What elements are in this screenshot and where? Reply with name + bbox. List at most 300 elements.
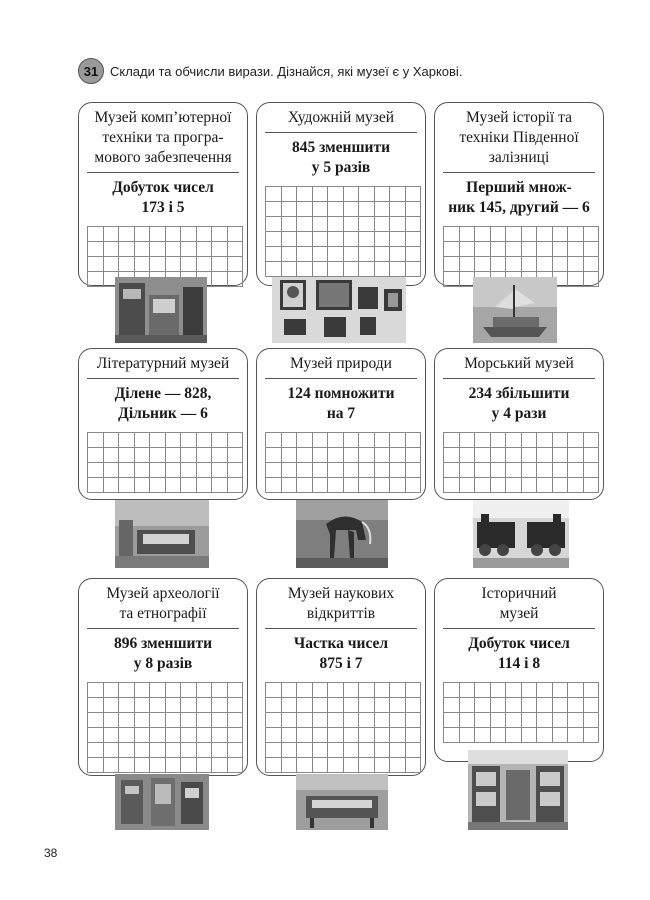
grid-cell[interactable] — [181, 698, 197, 713]
grid-cell[interactable] — [491, 683, 507, 698]
grid-cell[interactable] — [444, 227, 460, 242]
grid-cell[interactable] — [197, 698, 213, 713]
grid-cell[interactable] — [568, 713, 584, 728]
grid-cell[interactable] — [390, 713, 406, 728]
grid-cell[interactable] — [553, 433, 569, 448]
grid-cell[interactable] — [522, 448, 538, 463]
grid-cell[interactable] — [212, 433, 228, 448]
grid-cell[interactable] — [135, 463, 151, 478]
grid-cell[interactable] — [444, 448, 460, 463]
grid-cell[interactable] — [568, 448, 584, 463]
grid-cell[interactable] — [228, 713, 244, 728]
grid-cell[interactable] — [475, 227, 491, 242]
grid-cell[interactable] — [181, 683, 197, 698]
grid-cell[interactable] — [150, 463, 166, 478]
grid-cell[interactable] — [375, 247, 391, 262]
grid-cell[interactable] — [406, 217, 422, 232]
grid-cell[interactable] — [297, 433, 313, 448]
grid-cell[interactable] — [406, 202, 422, 217]
grid-cell[interactable] — [328, 217, 344, 232]
grid-cell[interactable] — [537, 463, 553, 478]
grid-cell[interactable] — [282, 743, 298, 758]
grid-cell[interactable] — [228, 698, 244, 713]
grid-cell[interactable] — [406, 262, 422, 277]
grid-cell[interactable] — [282, 448, 298, 463]
grid-cell[interactable] — [282, 698, 298, 713]
grid-cell[interactable] — [375, 448, 391, 463]
grid-cell[interactable] — [553, 242, 569, 257]
grid-cell[interactable] — [328, 463, 344, 478]
grid-cell[interactable] — [297, 728, 313, 743]
grid-cell[interactable] — [475, 433, 491, 448]
grid-cell[interactable] — [584, 272, 600, 287]
grid-cell[interactable] — [460, 728, 476, 743]
grid-cell[interactable] — [344, 713, 360, 728]
grid-cell[interactable] — [266, 202, 282, 217]
grid-cell[interactable] — [266, 187, 282, 202]
grid-cell[interactable] — [328, 202, 344, 217]
grid-cell[interactable] — [166, 743, 182, 758]
grid-cell[interactable] — [104, 242, 120, 257]
grid-cell[interactable] — [228, 272, 244, 287]
grid-cell[interactable] — [297, 247, 313, 262]
answer-grid[interactable] — [443, 432, 599, 493]
grid-cell[interactable] — [166, 448, 182, 463]
grid-cell[interactable] — [212, 227, 228, 242]
grid-cell[interactable] — [359, 698, 375, 713]
grid-cell[interactable] — [104, 758, 120, 773]
grid-cell[interactable] — [313, 262, 329, 277]
grid-cell[interactable] — [553, 478, 569, 493]
grid-cell[interactable] — [553, 257, 569, 272]
grid-cell[interactable] — [491, 242, 507, 257]
grid-cell[interactable] — [313, 743, 329, 758]
grid-cell[interactable] — [491, 448, 507, 463]
grid-cell[interactable] — [506, 463, 522, 478]
answer-grid[interactable] — [87, 682, 243, 773]
grid-cell[interactable] — [506, 448, 522, 463]
grid-cell[interactable] — [181, 242, 197, 257]
grid-cell[interactable] — [228, 242, 244, 257]
grid-cell[interactable] — [266, 217, 282, 232]
grid-cell[interactable] — [375, 433, 391, 448]
grid-cell[interactable] — [444, 713, 460, 728]
grid-cell[interactable] — [119, 227, 135, 242]
grid-cell[interactable] — [584, 257, 600, 272]
grid-cell[interactable] — [328, 478, 344, 493]
grid-cell[interactable] — [506, 257, 522, 272]
grid-cell[interactable] — [212, 242, 228, 257]
grid-cell[interactable] — [328, 247, 344, 262]
grid-cell[interactable] — [444, 242, 460, 257]
grid-cell[interactable] — [344, 758, 360, 773]
grid-cell[interactable] — [375, 232, 391, 247]
grid-cell[interactable] — [197, 683, 213, 698]
grid-cell[interactable] — [297, 743, 313, 758]
grid-cell[interactable] — [537, 683, 553, 698]
grid-cell[interactable] — [537, 257, 553, 272]
grid-cell[interactable] — [375, 698, 391, 713]
grid-cell[interactable] — [375, 713, 391, 728]
grid-cell[interactable] — [359, 683, 375, 698]
grid-cell[interactable] — [166, 227, 182, 242]
grid-cell[interactable] — [313, 698, 329, 713]
grid-cell[interactable] — [181, 463, 197, 478]
grid-cell[interactable] — [359, 262, 375, 277]
grid-cell[interactable] — [282, 728, 298, 743]
grid-cell[interactable] — [328, 728, 344, 743]
grid-cell[interactable] — [135, 227, 151, 242]
grid-cell[interactable] — [475, 728, 491, 743]
grid-cell[interactable] — [522, 242, 538, 257]
grid-cell[interactable] — [150, 478, 166, 493]
grid-cell[interactable] — [104, 478, 120, 493]
grid-cell[interactable] — [166, 433, 182, 448]
grid-cell[interactable] — [568, 463, 584, 478]
grid-cell[interactable] — [282, 187, 298, 202]
grid-cell[interactable] — [522, 713, 538, 728]
grid-cell[interactable] — [375, 728, 391, 743]
grid-cell[interactable] — [506, 683, 522, 698]
grid-cell[interactable] — [406, 433, 422, 448]
grid-cell[interactable] — [135, 448, 151, 463]
grid-cell[interactable] — [297, 478, 313, 493]
grid-cell[interactable] — [266, 463, 282, 478]
grid-cell[interactable] — [506, 242, 522, 257]
grid-cell[interactable] — [104, 257, 120, 272]
grid-cell[interactable] — [104, 713, 120, 728]
grid-cell[interactable] — [537, 698, 553, 713]
grid-cell[interactable] — [313, 187, 329, 202]
grid-cell[interactable] — [344, 683, 360, 698]
grid-cell[interactable] — [390, 743, 406, 758]
grid-cell[interactable] — [88, 743, 104, 758]
grid-cell[interactable] — [584, 683, 600, 698]
grid-cell[interactable] — [212, 478, 228, 493]
grid-cell[interactable] — [444, 463, 460, 478]
grid-cell[interactable] — [119, 728, 135, 743]
grid-cell[interactable] — [212, 448, 228, 463]
grid-cell[interactable] — [266, 232, 282, 247]
grid-cell[interactable] — [522, 257, 538, 272]
grid-cell[interactable] — [135, 683, 151, 698]
grid-cell[interactable] — [460, 227, 476, 242]
grid-cell[interactable] — [282, 202, 298, 217]
grid-cell[interactable] — [266, 433, 282, 448]
grid-cell[interactable] — [506, 227, 522, 242]
grid-cell[interactable] — [212, 698, 228, 713]
grid-cell[interactable] — [537, 448, 553, 463]
grid-cell[interactable] — [266, 698, 282, 713]
grid-cell[interactable] — [297, 448, 313, 463]
grid-cell[interactable] — [212, 257, 228, 272]
grid-cell[interactable] — [506, 713, 522, 728]
grid-cell[interactable] — [475, 257, 491, 272]
grid-cell[interactable] — [282, 683, 298, 698]
grid-cell[interactable] — [166, 698, 182, 713]
grid-cell[interactable] — [506, 698, 522, 713]
grid-cell[interactable] — [181, 758, 197, 773]
grid-cell[interactable] — [375, 187, 391, 202]
grid-cell[interactable] — [375, 758, 391, 773]
grid-cell[interactable] — [344, 232, 360, 247]
grid-cell[interactable] — [344, 202, 360, 217]
grid-cell[interactable] — [313, 232, 329, 247]
grid-cell[interactable] — [313, 202, 329, 217]
grid-cell[interactable] — [119, 683, 135, 698]
grid-cell[interactable] — [344, 698, 360, 713]
grid-cell[interactable] — [212, 683, 228, 698]
grid-cell[interactable] — [150, 257, 166, 272]
grid-cell[interactable] — [119, 242, 135, 257]
grid-cell[interactable] — [537, 728, 553, 743]
grid-cell[interactable] — [406, 478, 422, 493]
grid-cell[interactable] — [297, 217, 313, 232]
grid-cell[interactable] — [119, 463, 135, 478]
grid-cell[interactable] — [359, 743, 375, 758]
grid-cell[interactable] — [537, 433, 553, 448]
grid-cell[interactable] — [212, 463, 228, 478]
grid-cell[interactable] — [135, 242, 151, 257]
grid-cell[interactable] — [406, 758, 422, 773]
grid-cell[interactable] — [297, 698, 313, 713]
answer-grid[interactable] — [265, 186, 421, 277]
grid-cell[interactable] — [212, 713, 228, 728]
grid-cell[interactable] — [460, 683, 476, 698]
grid-cell[interactable] — [181, 433, 197, 448]
grid-cell[interactable] — [460, 478, 476, 493]
grid-cell[interactable] — [328, 683, 344, 698]
grid-cell[interactable] — [88, 478, 104, 493]
grid-cell[interactable] — [491, 227, 507, 242]
grid-cell[interactable] — [568, 242, 584, 257]
grid-cell[interactable] — [344, 247, 360, 262]
grid-cell[interactable] — [104, 743, 120, 758]
grid-cell[interactable] — [88, 242, 104, 257]
grid-cell[interactable] — [166, 713, 182, 728]
grid-cell[interactable] — [104, 463, 120, 478]
grid-cell[interactable] — [506, 433, 522, 448]
grid-cell[interactable] — [444, 478, 460, 493]
grid-cell[interactable] — [197, 257, 213, 272]
grid-cell[interactable] — [88, 433, 104, 448]
grid-cell[interactable] — [344, 463, 360, 478]
grid-cell[interactable] — [568, 227, 584, 242]
grid-cell[interactable] — [584, 713, 600, 728]
grid-cell[interactable] — [88, 698, 104, 713]
grid-cell[interactable] — [166, 463, 182, 478]
grid-cell[interactable] — [166, 242, 182, 257]
grid-cell[interactable] — [537, 478, 553, 493]
grid-cell[interactable] — [444, 272, 460, 287]
grid-cell[interactable] — [150, 683, 166, 698]
grid-cell[interactable] — [522, 698, 538, 713]
grid-cell[interactable] — [344, 262, 360, 277]
grid-cell[interactable] — [119, 448, 135, 463]
grid-cell[interactable] — [553, 683, 569, 698]
grid-cell[interactable] — [390, 478, 406, 493]
grid-cell[interactable] — [475, 448, 491, 463]
grid-cell[interactable] — [460, 698, 476, 713]
grid-cell[interactable] — [390, 202, 406, 217]
grid-cell[interactable] — [584, 242, 600, 257]
grid-cell[interactable] — [228, 478, 244, 493]
grid-cell[interactable] — [228, 433, 244, 448]
grid-cell[interactable] — [568, 683, 584, 698]
grid-cell[interactable] — [197, 728, 213, 743]
grid-cell[interactable] — [228, 743, 244, 758]
grid-cell[interactable] — [266, 758, 282, 773]
grid-cell[interactable] — [119, 433, 135, 448]
grid-cell[interactable] — [390, 247, 406, 262]
answer-grid[interactable] — [265, 682, 421, 773]
grid-cell[interactable] — [390, 448, 406, 463]
grid-cell[interactable] — [537, 242, 553, 257]
grid-cell[interactable] — [166, 683, 182, 698]
grid-cell[interactable] — [88, 272, 104, 287]
grid-cell[interactable] — [460, 448, 476, 463]
grid-cell[interactable] — [328, 448, 344, 463]
grid-cell[interactable] — [522, 683, 538, 698]
grid-cell[interactable] — [584, 728, 600, 743]
grid-cell[interactable] — [166, 728, 182, 743]
grid-cell[interactable] — [150, 433, 166, 448]
grid-cell[interactable] — [181, 743, 197, 758]
grid-cell[interactable] — [522, 433, 538, 448]
grid-cell[interactable] — [212, 743, 228, 758]
grid-cell[interactable] — [475, 478, 491, 493]
grid-cell[interactable] — [406, 698, 422, 713]
grid-cell[interactable] — [406, 232, 422, 247]
grid-cell[interactable] — [104, 728, 120, 743]
grid-cell[interactable] — [406, 247, 422, 262]
grid-cell[interactable] — [522, 728, 538, 743]
grid-cell[interactable] — [150, 698, 166, 713]
grid-cell[interactable] — [390, 262, 406, 277]
grid-cell[interactable] — [313, 433, 329, 448]
grid-cell[interactable] — [553, 713, 569, 728]
grid-cell[interactable] — [197, 448, 213, 463]
grid-cell[interactable] — [104, 433, 120, 448]
grid-cell[interactable] — [444, 433, 460, 448]
grid-cell[interactable] — [282, 713, 298, 728]
grid-cell[interactable] — [119, 713, 135, 728]
grid-cell[interactable] — [166, 478, 182, 493]
grid-cell[interactable] — [135, 698, 151, 713]
grid-cell[interactable] — [328, 743, 344, 758]
grid-cell[interactable] — [328, 433, 344, 448]
grid-cell[interactable] — [375, 262, 391, 277]
grid-cell[interactable] — [475, 698, 491, 713]
grid-cell[interactable] — [568, 433, 584, 448]
grid-cell[interactable] — [181, 478, 197, 493]
grid-cell[interactable] — [375, 478, 391, 493]
grid-cell[interactable] — [88, 257, 104, 272]
grid-cell[interactable] — [553, 728, 569, 743]
grid-cell[interactable] — [390, 698, 406, 713]
grid-cell[interactable] — [491, 698, 507, 713]
grid-cell[interactable] — [135, 433, 151, 448]
grid-cell[interactable] — [359, 728, 375, 743]
grid-cell[interactable] — [406, 728, 422, 743]
grid-cell[interactable] — [135, 743, 151, 758]
grid-cell[interactable] — [584, 463, 600, 478]
grid-cell[interactable] — [344, 217, 360, 232]
grid-cell[interactable] — [553, 448, 569, 463]
grid-cell[interactable] — [491, 463, 507, 478]
grid-cell[interactable] — [328, 262, 344, 277]
grid-cell[interactable] — [491, 713, 507, 728]
grid-cell[interactable] — [553, 463, 569, 478]
grid-cell[interactable] — [266, 713, 282, 728]
grid-cell[interactable] — [150, 227, 166, 242]
grid-cell[interactable] — [297, 713, 313, 728]
grid-cell[interactable] — [119, 478, 135, 493]
grid-cell[interactable] — [313, 463, 329, 478]
grid-cell[interactable] — [359, 217, 375, 232]
grid-cell[interactable] — [88, 448, 104, 463]
grid-cell[interactable] — [297, 202, 313, 217]
grid-cell[interactable] — [119, 758, 135, 773]
grid-cell[interactable] — [475, 713, 491, 728]
grid-cell[interactable] — [282, 433, 298, 448]
grid-cell[interactable] — [553, 698, 569, 713]
grid-cell[interactable] — [313, 728, 329, 743]
grid-cell[interactable] — [553, 227, 569, 242]
grid-cell[interactable] — [119, 698, 135, 713]
grid-cell[interactable] — [266, 247, 282, 262]
grid-cell[interactable] — [568, 698, 584, 713]
grid-cell[interactable] — [181, 227, 197, 242]
grid-cell[interactable] — [359, 187, 375, 202]
grid-cell[interactable] — [282, 478, 298, 493]
grid-cell[interactable] — [344, 433, 360, 448]
grid-cell[interactable] — [359, 202, 375, 217]
grid-cell[interactable] — [344, 728, 360, 743]
grid-cell[interactable] — [150, 758, 166, 773]
grid-cell[interactable] — [390, 463, 406, 478]
grid-cell[interactable] — [297, 683, 313, 698]
grid-cell[interactable] — [406, 463, 422, 478]
grid-cell[interactable] — [313, 478, 329, 493]
grid-cell[interactable] — [568, 272, 584, 287]
grid-cell[interactable] — [135, 257, 151, 272]
grid-cell[interactable] — [359, 247, 375, 262]
answer-grid[interactable] — [443, 682, 599, 743]
grid-cell[interactable] — [390, 728, 406, 743]
grid-cell[interactable] — [197, 713, 213, 728]
grid-cell[interactable] — [266, 262, 282, 277]
grid-cell[interactable] — [212, 272, 228, 287]
grid-cell[interactable] — [166, 257, 182, 272]
grid-cell[interactable] — [119, 743, 135, 758]
grid-cell[interactable] — [375, 202, 391, 217]
grid-cell[interactable] — [375, 743, 391, 758]
grid-cell[interactable] — [406, 713, 422, 728]
grid-cell[interactable] — [359, 758, 375, 773]
grid-cell[interactable] — [104, 698, 120, 713]
grid-cell[interactable] — [88, 758, 104, 773]
grid-cell[interactable] — [266, 683, 282, 698]
grid-cell[interactable] — [313, 713, 329, 728]
grid-cell[interactable] — [460, 242, 476, 257]
grid-cell[interactable] — [150, 713, 166, 728]
grid-cell[interactable] — [282, 247, 298, 262]
grid-cell[interactable] — [568, 478, 584, 493]
grid-cell[interactable] — [584, 698, 600, 713]
grid-cell[interactable] — [197, 743, 213, 758]
grid-cell[interactable] — [197, 478, 213, 493]
